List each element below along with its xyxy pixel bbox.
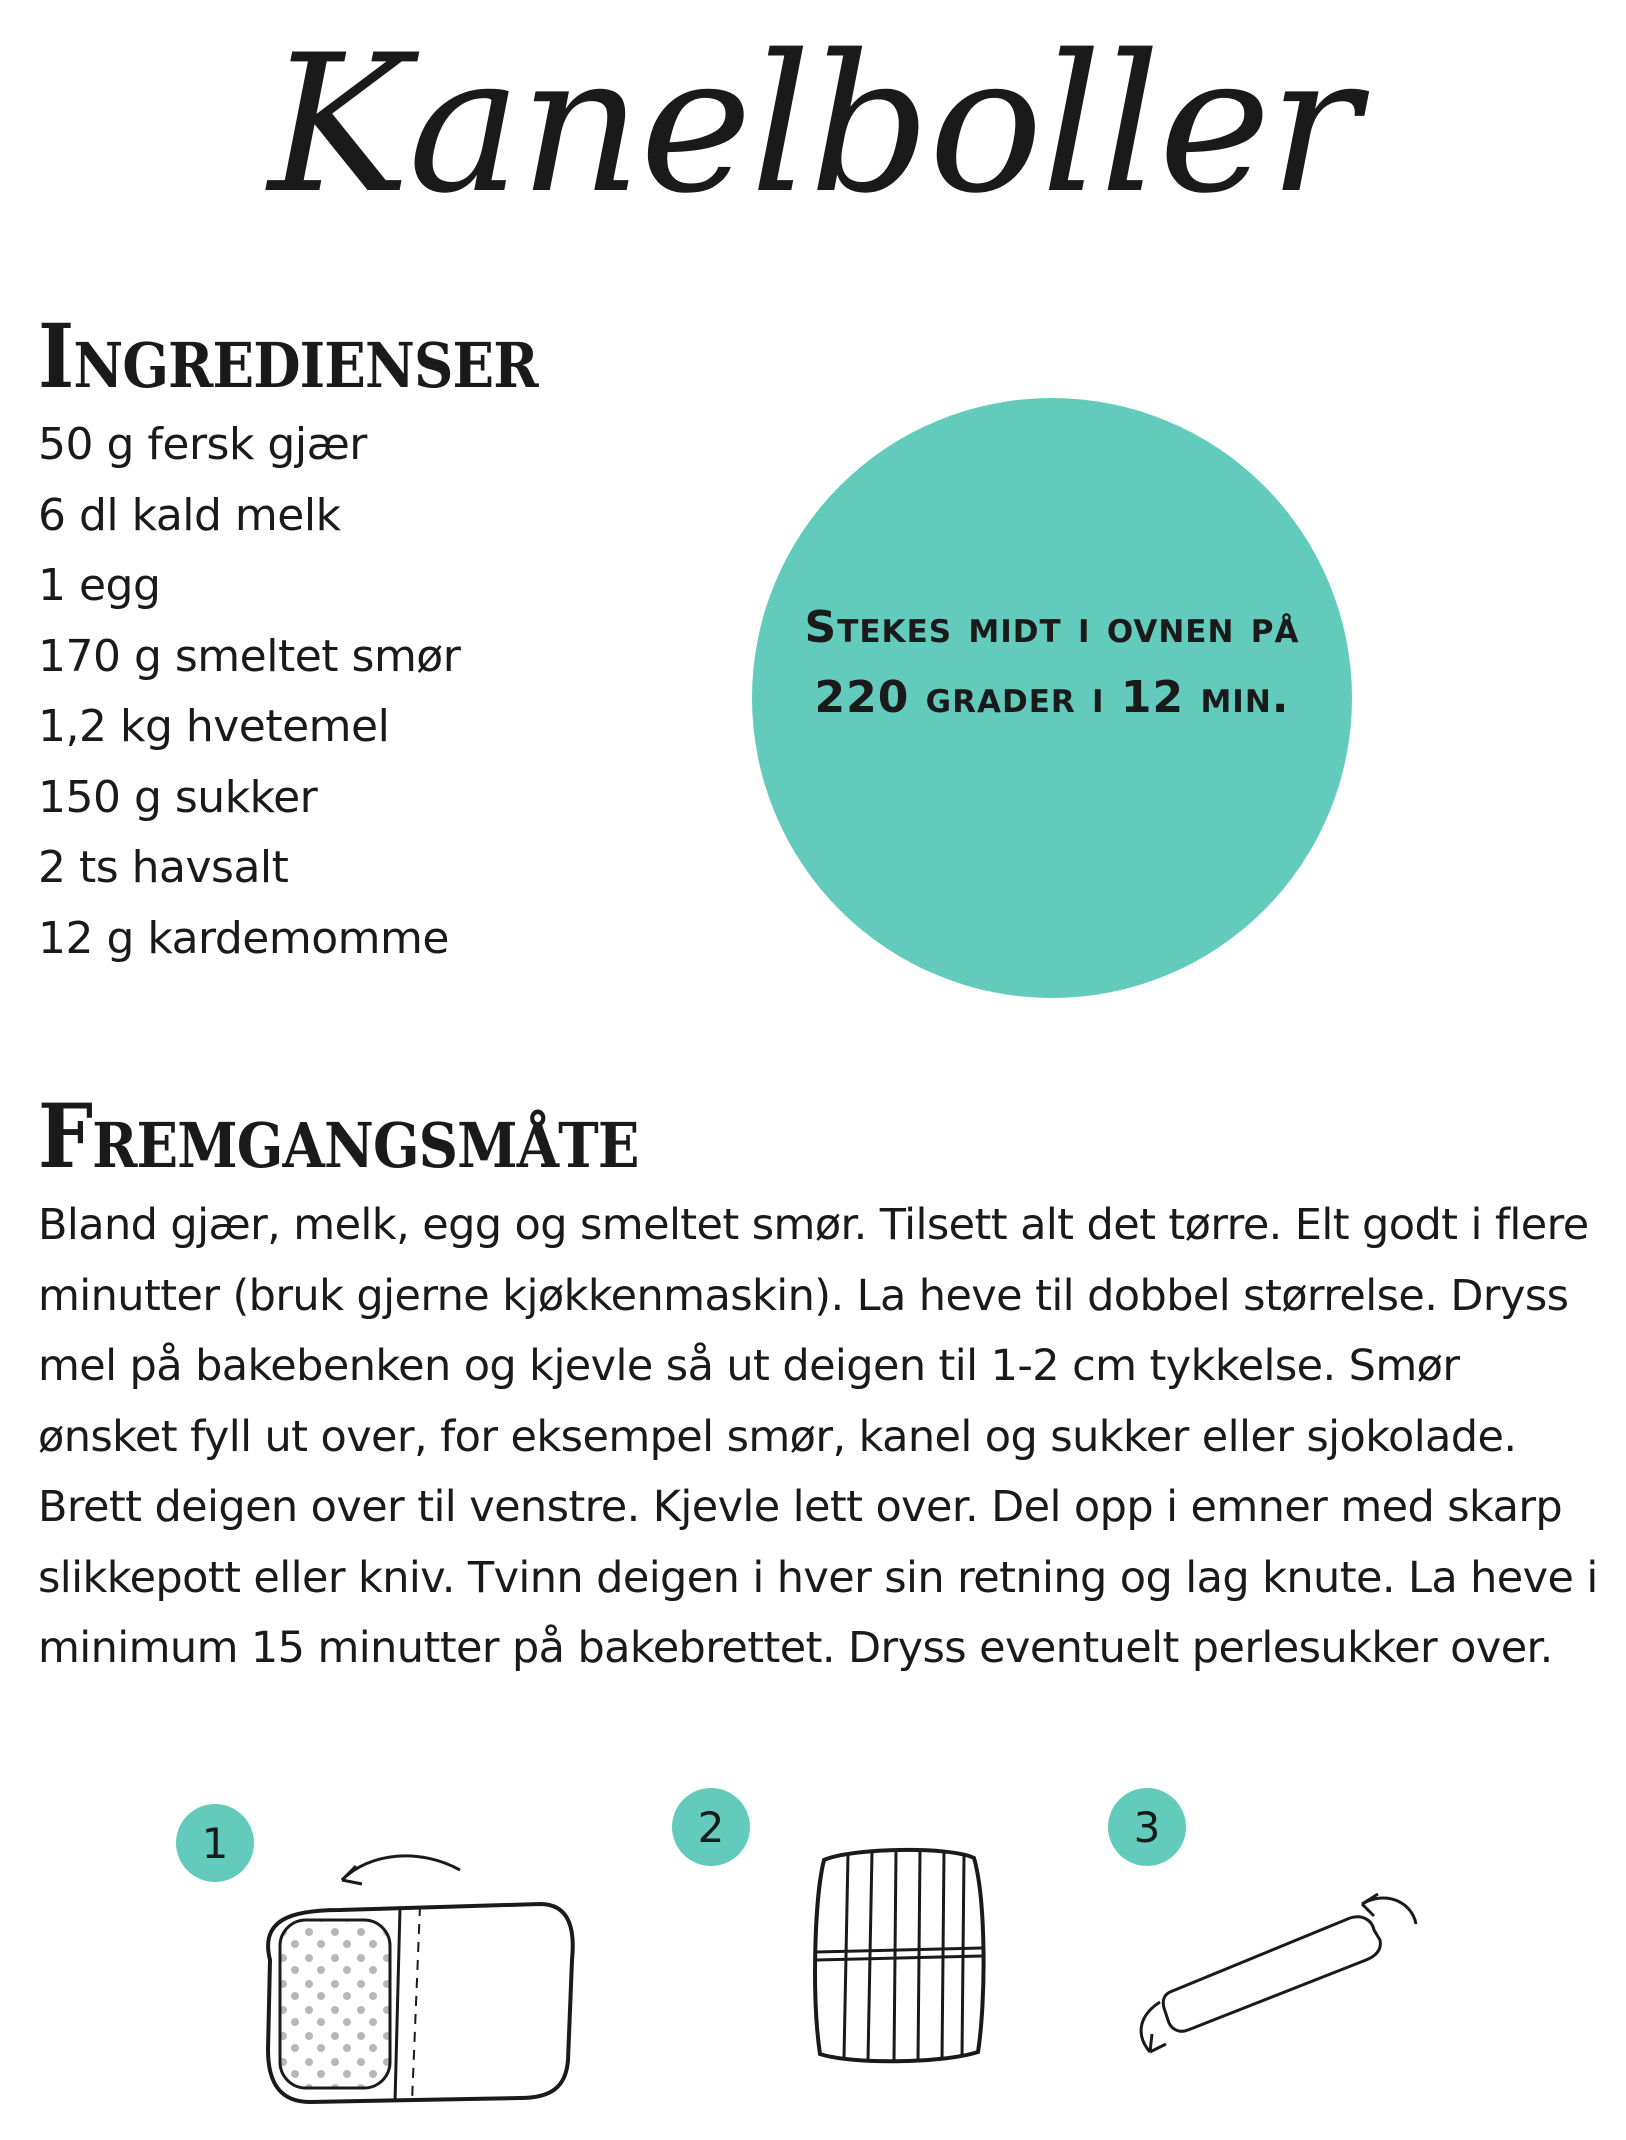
step-1-badge: 1 bbox=[176, 1804, 254, 1882]
ingredient-item: 50 g fersk gjær bbox=[38, 419, 367, 470]
method-text: Bland gjær, melk, egg og smeltet smør. Tilsett alt det tørre. Elt godt i flere minutter (bruk gjerne kjøkkenmaskin). La heve til dobbel størrelse. Dryss mel på bakebenken og kjevle så ut deigen til 1-2 cm tykkelse. Smør ønsket fyll ut over, for eksempel smør, kanel og sukker eller sjokolade. Brett deigen over til venstre. Kjevle lett over. Del opp i emner med skarp slikkepott eller kniv. Tvinn deigen i hver sin retning og lag knute. La heve i minimum 15 minutter på bakebrettet. Dryss eventuelt perlesukker over. bbox=[38, 1200, 1598, 1673]
ingredient-item: 150 g sukker bbox=[38, 771, 318, 823]
recipe-title: Kanelboller bbox=[268, 14, 1358, 235]
folded-dough-icon bbox=[250, 1820, 590, 2110]
baking-note-circle bbox=[752, 398, 1352, 998]
ingredients-list bbox=[38, 410, 678, 974]
ingredients-heading: Ingredienser bbox=[38, 304, 538, 408]
ingredient-item: 12 g kardemomme bbox=[38, 912, 449, 964]
ingredient-item: 1,2 kg hvetemel bbox=[38, 701, 390, 752]
step-3-badge: 3 bbox=[1108, 1788, 1186, 1866]
ingredient-item: 1 egg bbox=[38, 560, 161, 611]
step-2-badge: 2 bbox=[672, 1788, 750, 1866]
twisted-strip-icon bbox=[1130, 1880, 1430, 2060]
ingredient-item: 170 g smeltet smør bbox=[38, 630, 461, 682]
ingredient-item: 6 dl kald melk bbox=[38, 489, 341, 541]
baking-note-text bbox=[805, 593, 1300, 733]
ingredient-item: 2 ts havsalt bbox=[38, 842, 289, 893]
method-heading: Fremgangsmåte bbox=[38, 1084, 639, 1188]
cut-dough-strips-icon bbox=[810, 1840, 990, 2070]
baking-note-line-2: 220 grader i 12 min. bbox=[814, 672, 1290, 723]
baking-note-line-1: Stekes midt i ovnen på bbox=[804, 602, 1300, 653]
